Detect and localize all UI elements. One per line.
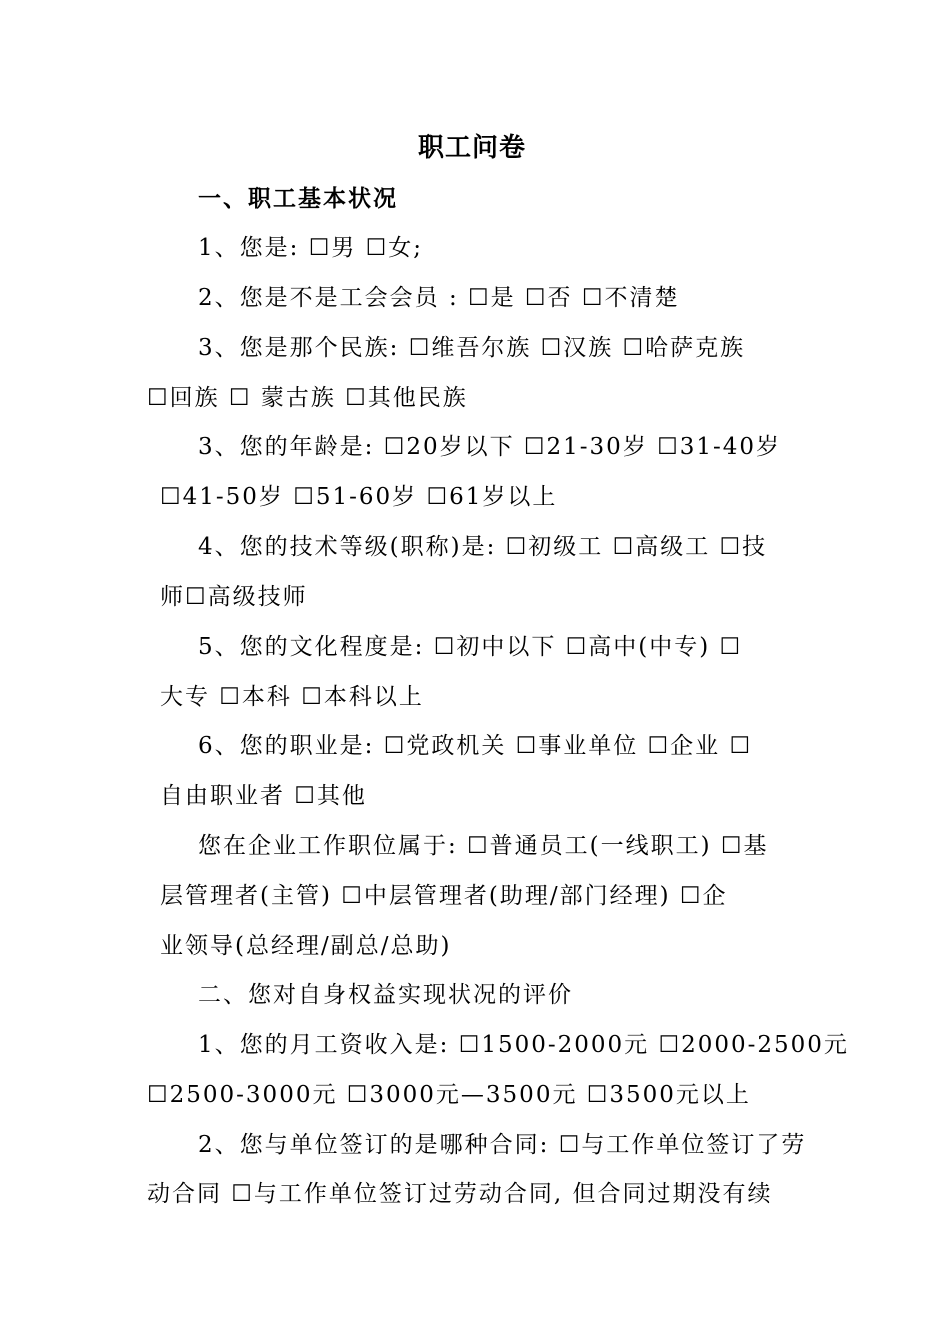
question-education-cont: 大专 ☐本科 ☐本科以上 [160,684,424,710]
question-tech-level-cont: 师☐高级技师 [160,584,308,610]
question-position: 您在企业工作职位属于: ☐普通员工(一线职工) ☐基 [198,833,769,859]
question-monthly-income-cont: ☐2500-3000元 ☐3000元—3500元 ☐3500元以上 [147,1082,751,1108]
question-education: 5、您的文化程度是: ☐初中以下 ☐高中(中专) ☐ [198,634,743,660]
page-title: 职工问卷 [418,133,527,163]
question-occupation: 6、您的职业是: ☐党政机关 ☐事业单位 ☐企业 ☐ [198,733,753,759]
question-contract-type-cont: 动合同 ☐与工作单位签订过劳动合同, 但合同过期没有续 [147,1181,773,1207]
question-position-cont-1: 层管理者(主管) ☐中层管理者(助理/部门经理) ☐企 [160,883,728,909]
question-age-cont: ☐41-50岁 ☐51-60岁 ☐61岁以上 [160,484,558,510]
question-monthly-income: 1、您的月工资收入是: ☐1500-2000元 ☐2000-2500元 [198,1032,849,1058]
section-heading-rights: 二、您对自身权益实现状况的评价 [198,982,573,1008]
question-age: 3、您的年龄是: ☐20岁以下 ☐21-30岁 ☐31-40岁 [198,434,782,460]
question-position-cont-2: 业领导(总经理/副总/总助) [160,933,452,959]
question-union-member: 2、您是不是工会会员 : ☐是 ☐否 ☐不清楚 [198,285,680,311]
section-heading-basic-info: 一、职工基本状况 [198,185,398,212]
question-ethnicity: 3、您是那个民族: ☐维吾尔族 ☐汉族 ☐哈萨克族 [198,335,746,361]
question-contract-type: 2、您与单位签订的是哪种合同: ☐与工作单位签订了劳 [198,1132,807,1158]
question-occupation-cont: 自由职业者 ☐其他 [160,783,367,809]
question-gender: 1、您是: ☐男 ☐女; [198,235,423,261]
question-ethnicity-cont: ☐回族 ☐ 蒙古族 ☐其他民族 [147,385,468,411]
question-tech-level: 4、您的技术等级(职称)是: ☐初级工 ☐高级工 ☐技 [198,534,768,560]
